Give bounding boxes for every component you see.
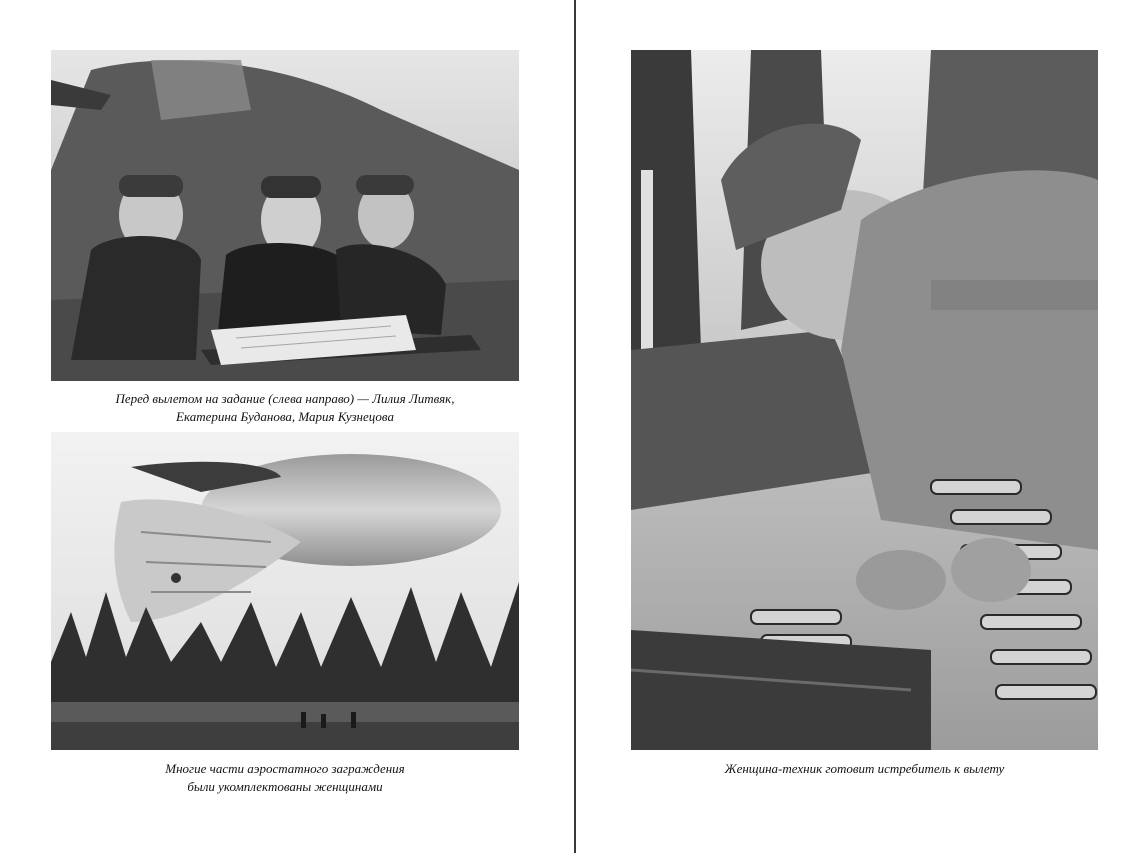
photo-balloon-image <box>51 432 519 750</box>
photo-woman-technician <box>631 50 1098 750</box>
caption-pilots-line-2: Екатерина Буданова, Мария Кузнецова <box>176 409 394 424</box>
caption-balloon <box>51 760 519 796</box>
photo-technician-image <box>631 50 1098 750</box>
caption-pilots <box>51 390 519 426</box>
page-gutter <box>574 0 576 853</box>
caption-balloon-line-1: Многие части аэростатного заграждения <box>165 761 405 776</box>
photo-pilots-image <box>51 50 519 381</box>
photo-barrage-balloon <box>51 432 519 750</box>
caption-technician <box>631 760 1098 778</box>
caption-technician-line-1: Женщина-техник готовит истребитель к вылету <box>724 761 1005 776</box>
caption-balloon-line-2: были укомплектованы женщинами <box>187 779 383 794</box>
photo-pilots-before-sortie <box>51 50 519 381</box>
caption-pilots-line-1: Перед вылетом на задание (слева направо) — Лилия Литвяк, <box>115 391 455 406</box>
